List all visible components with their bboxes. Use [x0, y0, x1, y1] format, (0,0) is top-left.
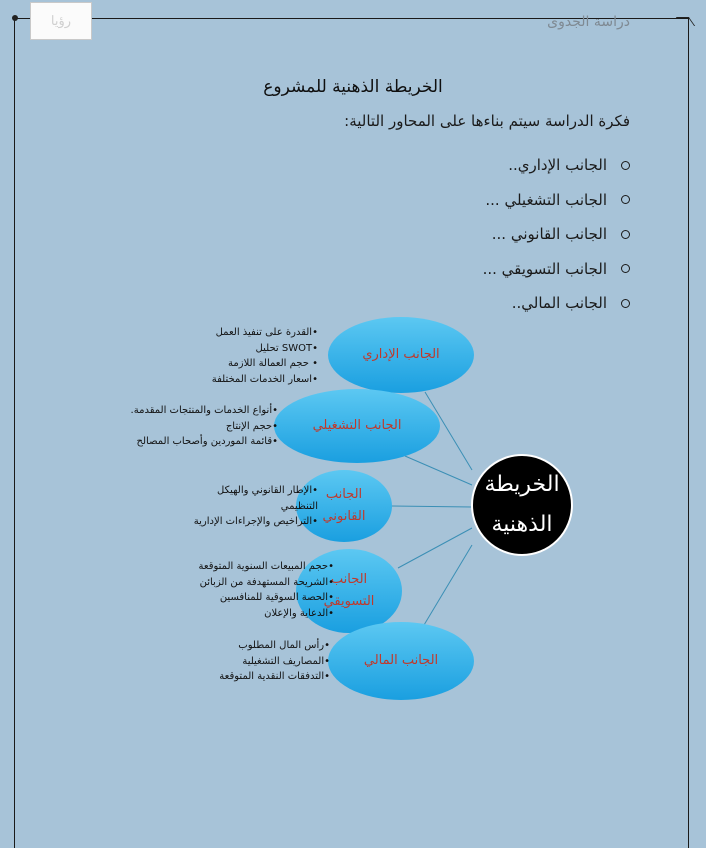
list-item: •حجم الإنتاج: [225, 420, 278, 432]
list-item-text: الجانب التسويقي ...: [482, 259, 607, 278]
list-item: •المصاريف التشغيلية: [242, 655, 330, 667]
node-admin-label: الجانب الإداري: [362, 347, 440, 362]
list-item: •رأس المال المطلوب: [238, 640, 330, 651]
list-item: •الشريحة المستهدفة من الزبائن: [199, 576, 334, 588]
list-item-text: الجانب التشغيلي ...: [485, 190, 607, 209]
center-node-line1: الخريطة: [484, 472, 560, 497]
list-item: •حجم المبيعات السنوية المتوقعة: [198, 561, 334, 572]
legal-points: [194, 483, 318, 530]
node-marketing-line1: الجانب: [330, 572, 368, 587]
list-item: •الإطار القانوني والهيكل: [217, 485, 318, 496]
list-item: •الحصة السوقية للمنافسين: [219, 592, 334, 603]
node-legal-line2: القانوني: [322, 509, 366, 524]
list-item: •أنواع الخدمات والمنتجات المقدمة.: [130, 405, 278, 416]
list-item: •SWOT تحليل: [255, 342, 318, 354]
page-title: الخريطة الذهنية للمشروع: [263, 77, 443, 97]
operational-points: [131, 403, 278, 450]
connector-legal: [392, 506, 472, 507]
node-operational-label: الجانب التشغيلي: [312, 418, 402, 433]
connector-financial: [424, 545, 472, 625]
logo-text: رؤيا: [50, 13, 72, 29]
connector-operational: [405, 456, 472, 485]
node-legal-line1: الجانب: [325, 487, 363, 502]
intro-paragraph: فكرة الدراسة سيتم بناءها على المحاور التالية:: [344, 112, 630, 130]
center-node-label: [472, 455, 572, 555]
list-item: •القدرة على تنفيذ العمل: [215, 327, 318, 338]
node-marketing-line2: التسويقي: [323, 594, 375, 609]
running-header: دراسة الجدوى: [547, 14, 630, 30]
node-financial-label: الجانب المالي: [363, 653, 439, 668]
admin-points: [212, 325, 318, 387]
list-item-text: الجانب المالي..: [511, 294, 607, 313]
connector-marketing: [398, 528, 472, 568]
financial-points: [219, 638, 330, 685]
list-item-text: الجانب الإداري..: [508, 156, 607, 175]
center-node-line2: الذهنية: [491, 512, 553, 537]
list-item-text: الجانب القانوني ...: [491, 225, 607, 244]
list-item: •التراخيص والإجراءات الإدارية: [193, 516, 318, 527]
list-item: التنظيمي: [280, 500, 318, 512]
list-item: •قائمة الموردين وأصحاب المصالح: [136, 436, 278, 447]
list-item: •اسعار الخدمات المختلفة: [211, 373, 318, 385]
list-item: •التدفقات النقدية المتوقعة: [219, 671, 330, 682]
list-item: • حجم العمالة اللازمة: [228, 358, 318, 369]
list-item: •الدعاية والإعلان: [264, 607, 334, 619]
marketing-points: [199, 559, 334, 621]
